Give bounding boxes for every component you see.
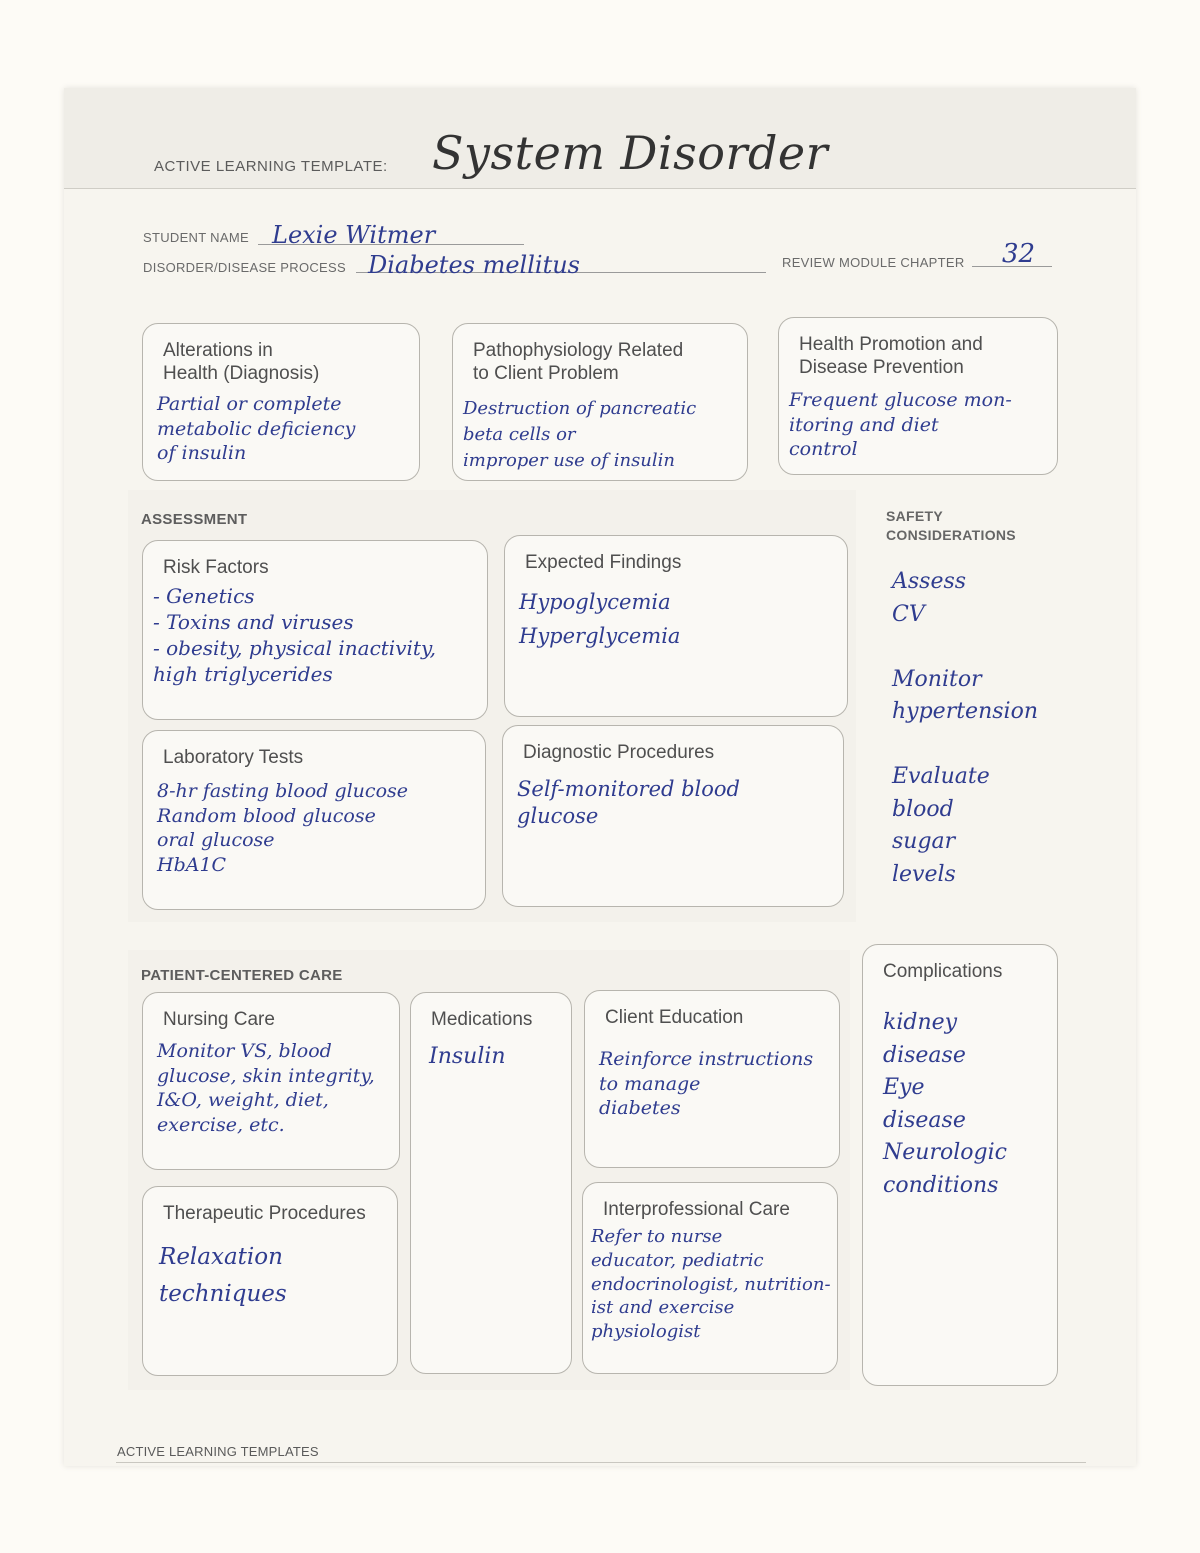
- therapeutic-procedures-content[interactable]: Relaxation techniques: [159, 1244, 287, 1307]
- disorder-field[interactable]: Diabetes mellitus: [368, 251, 580, 279]
- laboratory-tests-label: Laboratory Tests: [163, 747, 304, 768]
- health-promotion-label: Health Promotion and Disease Prevention: [799, 334, 983, 378]
- health-promotion-box: [778, 317, 1058, 475]
- client-education-label: Client Education: [605, 1007, 744, 1028]
- student-name-field[interactable]: Lexie Witmer: [272, 221, 436, 249]
- safety-label: SAFETY CONSIDERATIONS: [886, 508, 1016, 543]
- therapeutic-procedures-label: Therapeutic Procedures: [163, 1203, 366, 1224]
- nursing-care-box: [142, 992, 400, 1170]
- risk-factors-content[interactable]: - Genetics - Toxins and viruses - obesity, physical inactivity, high triglycerides: [153, 584, 436, 686]
- client-education-content[interactable]: Reinforce instructions to manage diabetes: [599, 1048, 814, 1120]
- footer-rule: [116, 1462, 1086, 1463]
- pathophysiology-label: Pathophysiology Related to Client Problem: [473, 340, 684, 384]
- nursing-care-content[interactable]: Monitor VS, blood glucose, skin integrity, I&O, weight, diet, exercise, etc.: [157, 1040, 375, 1137]
- alterations-label: Alterations in Health (Diagnosis): [163, 340, 320, 384]
- risk-factors-label: Risk Factors: [163, 557, 269, 578]
- medications-label: Medications: [431, 1009, 533, 1030]
- expected-findings-content[interactable]: Hypoglycemia Hyperglycemia: [519, 590, 681, 648]
- nursing-care-label: Nursing Care: [163, 1009, 275, 1030]
- expected-findings-box: [504, 535, 848, 717]
- client-education-box: [584, 990, 840, 1168]
- medications-box: [410, 992, 572, 1374]
- health-promotion-content[interactable]: Frequent glucose mon- itoring and diet control: [789, 389, 1012, 461]
- patient-care-heading: PATIENT-CENTERED CARE: [141, 967, 343, 984]
- footer-label: ACTIVE LEARNING TEMPLATES: [117, 1444, 319, 1459]
- alterations-box: [142, 323, 420, 481]
- diagnostic-procedures-label: Diagnostic Procedures: [523, 742, 715, 763]
- complications-content[interactable]: kidney disease Eye disease Neurologic conditions: [883, 1010, 1007, 1198]
- interprofessional-care-box: [582, 1182, 838, 1374]
- risk-factors-box: [142, 540, 488, 720]
- therapeutic-procedures-box: [142, 1186, 398, 1376]
- laboratory-tests-content[interactable]: 8-hr fasting blood glucose Random blood glucose oral glucose HbA1C: [157, 780, 408, 877]
- interprofessional-care-label: Interprofessional Care: [603, 1199, 790, 1220]
- complications-box: [862, 944, 1058, 1386]
- diagnostic-procedures-box: [502, 725, 844, 907]
- chapter-field[interactable]: 32: [1002, 239, 1036, 269]
- disorder-label: DISORDER/DISEASE PROCESS: [143, 260, 346, 275]
- medications-content[interactable]: Insulin: [429, 1044, 506, 1069]
- interprofessional-care-content[interactable]: Refer to nurse educator, pediatric endocrinologist, nutrition- ist and exercise physiologist: [591, 1226, 831, 1342]
- template-prefix: ACTIVE LEARNING TEMPLATE:: [154, 158, 388, 175]
- assessment-heading: ASSESSMENT: [141, 511, 248, 528]
- pathophysiology-content[interactable]: Destruction of pancreatic beta cells or improper use of insulin: [463, 398, 697, 472]
- chapter-label: REVIEW MODULE CHAPTER: [782, 255, 965, 270]
- student-name-label: STUDENT NAME: [143, 230, 249, 245]
- pathophysiology-box: [452, 323, 748, 481]
- diagnostic-procedures-content[interactable]: Self-monitored blood glucose: [517, 777, 741, 829]
- alterations-content[interactable]: Partial or complete metabolic deficiency of insulin: [157, 393, 356, 465]
- expected-findings-label: Expected Findings: [525, 552, 682, 573]
- page-title: System Disorder: [432, 126, 829, 180]
- complications-label: Complications: [883, 961, 1003, 982]
- laboratory-tests-box: [142, 730, 486, 910]
- safety-content[interactable]: Assess CV Monitor hypertension Evaluate blood sugar levels: [892, 569, 1038, 887]
